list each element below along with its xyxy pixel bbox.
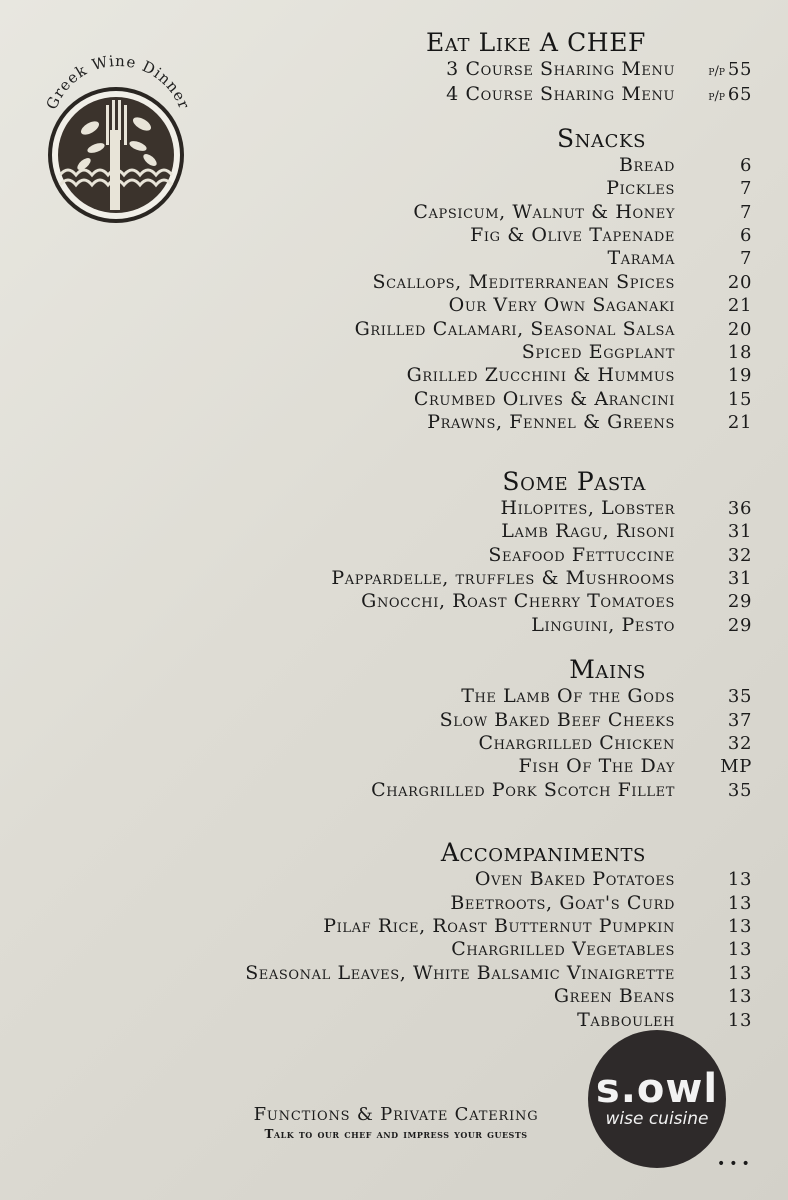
item-name: Fish Of The Day	[518, 755, 675, 778]
item-name: Capsicum, Walnut & Honey	[413, 200, 675, 223]
section-some-pasta	[198, 467, 758, 637]
item-name: Bread	[618, 153, 675, 176]
item-price: 6	[739, 154, 752, 176]
menu-item	[198, 779, 758, 802]
menu-item	[198, 590, 758, 613]
item-name: Green Beans	[553, 985, 675, 1008]
item-name: Tabbouleh	[577, 1008, 675, 1031]
item-name: Grilled Calamari, Seasonal Salsa	[354, 317, 675, 340]
menu-item	[198, 388, 758, 411]
section-title: Mains	[569, 655, 646, 685]
item-price: 15	[727, 388, 752, 410]
item-name: The Lamb Of the Gods	[461, 685, 675, 708]
section-eat-like-a-chef	[198, 28, 758, 109]
item-price	[675, 83, 758, 108]
menu-item	[198, 868, 758, 891]
item-price: 7	[739, 201, 752, 223]
section-title: Some Pasta	[502, 466, 646, 496]
item-name: Scallops, Mediterranean Spices	[372, 270, 675, 293]
menu-item	[198, 364, 758, 387]
item-price: 7	[739, 178, 752, 200]
item-name: Pickles	[606, 177, 675, 200]
item-price: 21	[727, 295, 752, 317]
menu-item	[198, 201, 758, 224]
menu-item	[198, 318, 758, 341]
menu-item	[198, 1009, 758, 1032]
menu-item	[198, 544, 758, 567]
menu-item	[198, 985, 758, 1008]
section-accompaniments	[198, 838, 758, 1032]
item-price: 19	[727, 365, 752, 387]
greek-wine-dinner-logo	[38, 40, 198, 225]
item-name: Gnocchi, Roast Cherry Tomatoes	[361, 590, 675, 613]
item-name: Lamb Ragu, Risoni	[501, 520, 675, 543]
item-price: 18	[727, 342, 752, 364]
item-name: Prawns, Fennel & Greens	[427, 411, 675, 434]
item-price: 13	[727, 939, 752, 961]
menu-item	[198, 732, 758, 755]
menu-item	[198, 915, 758, 938]
item-name: Our Very Own Saganaki	[448, 294, 675, 317]
item-name: Oven Baked Potatoes	[474, 868, 675, 891]
item-name: Pilaf Rice, Roast Butternut Pumpkin	[323, 914, 675, 937]
item-name: Fig & Olive Tapenade	[470, 224, 675, 247]
menu-item	[198, 938, 758, 961]
item-name: Beetroots, Goat's Curd	[450, 891, 675, 914]
item-name: Pappardelle, truffles & Mushrooms	[331, 566, 675, 589]
item-price: 20	[727, 271, 752, 293]
item-price: 29	[727, 614, 752, 636]
item-price: 13	[727, 986, 752, 1008]
tree-fork-icon	[38, 40, 198, 225]
price-value: 55	[727, 59, 752, 80]
per-person-label: p/p	[708, 89, 725, 105]
item-price: 32	[727, 732, 752, 754]
item-name: Tarama	[607, 247, 675, 270]
item-price: 13	[727, 1009, 752, 1031]
item-price: MP	[720, 756, 752, 778]
item-price: 32	[727, 544, 752, 566]
brand-name: s.owl	[595, 1066, 719, 1112]
menu-item	[198, 341, 758, 364]
item-price: 13	[727, 869, 752, 891]
item-price: 31	[727, 521, 752, 543]
item-name: Seafood Fettuccine	[488, 543, 675, 566]
menu-item	[198, 685, 758, 708]
menu-item	[198, 614, 758, 637]
item-price: 36	[727, 497, 752, 519]
section-title: Accompaniments	[440, 838, 646, 868]
section-title: Eat Like A CHEF	[426, 28, 646, 57]
menu-item	[198, 567, 758, 590]
svg-text:Greek Wine Dinner: Greek Wine Dinner	[42, 51, 194, 113]
item-price: 13	[727, 915, 752, 937]
item-price: 20	[727, 318, 752, 340]
catering-heading: Functions & Private Catering	[253, 1104, 539, 1125]
menu-item	[198, 224, 758, 247]
per-person-label: p/p	[708, 64, 725, 79]
menu-item	[198, 247, 758, 270]
item-name: Chargrilled Chicken	[478, 731, 675, 754]
item-name: Seasonal Leaves, White Balsamic Vinaigrette	[245, 961, 675, 984]
menu-item	[198, 271, 758, 294]
sowl-brand-logo	[588, 1030, 726, 1168]
item-name: Linguini, Pesto	[531, 613, 675, 636]
item-price	[675, 58, 758, 83]
item-name: Chargrilled Vegetables	[451, 938, 675, 961]
menu-item	[198, 962, 758, 985]
menu-item	[198, 497, 758, 520]
item-name: Hilopites, Lobster	[500, 496, 675, 519]
item-price: 21	[727, 412, 752, 434]
item-name: Grilled Zucchini & Hummus	[406, 364, 675, 387]
menu-item	[198, 892, 758, 915]
section-title: Snacks	[556, 123, 646, 153]
item-name: Slow Baked Beef Cheeks	[439, 708, 675, 731]
section-mains	[198, 655, 758, 802]
menu-item	[198, 177, 758, 200]
item-price: 13	[727, 892, 752, 914]
menu-item	[198, 83, 758, 108]
catering-footer	[218, 1104, 574, 1142]
menu-item	[198, 755, 758, 778]
item-price: 13	[727, 962, 752, 984]
item-name: 3 Course Sharing Menu	[446, 58, 675, 80]
item-name: Spiced Eggplant	[521, 341, 675, 364]
brand-tagline: wise cuisine	[605, 1109, 709, 1129]
menu-list	[198, 28, 758, 1032]
menu-item	[198, 709, 758, 732]
item-name: Crumbed Olives & Arancini	[413, 387, 675, 410]
item-price: 6	[739, 225, 752, 247]
section-snacks	[198, 124, 758, 435]
menu-item	[198, 520, 758, 543]
item-price: 31	[727, 567, 752, 589]
menu-item	[198, 58, 758, 83]
menu-item	[198, 154, 758, 177]
menu-item	[198, 294, 758, 317]
item-price: 35	[727, 779, 752, 801]
more-dots-icon: •••	[717, 1156, 754, 1172]
item-price: 29	[727, 591, 752, 613]
item-price: 35	[727, 686, 752, 708]
item-price: 7	[739, 248, 752, 270]
price-value: 65	[727, 84, 752, 106]
item-name: Chargrilled Pork Scotch Fillet	[371, 778, 675, 801]
catering-subline: Talk to our chef and impress your guests	[264, 1127, 528, 1141]
menu-item	[198, 411, 758, 434]
item-name: 4 Course Sharing Menu	[446, 83, 675, 106]
item-price: 37	[727, 709, 752, 731]
